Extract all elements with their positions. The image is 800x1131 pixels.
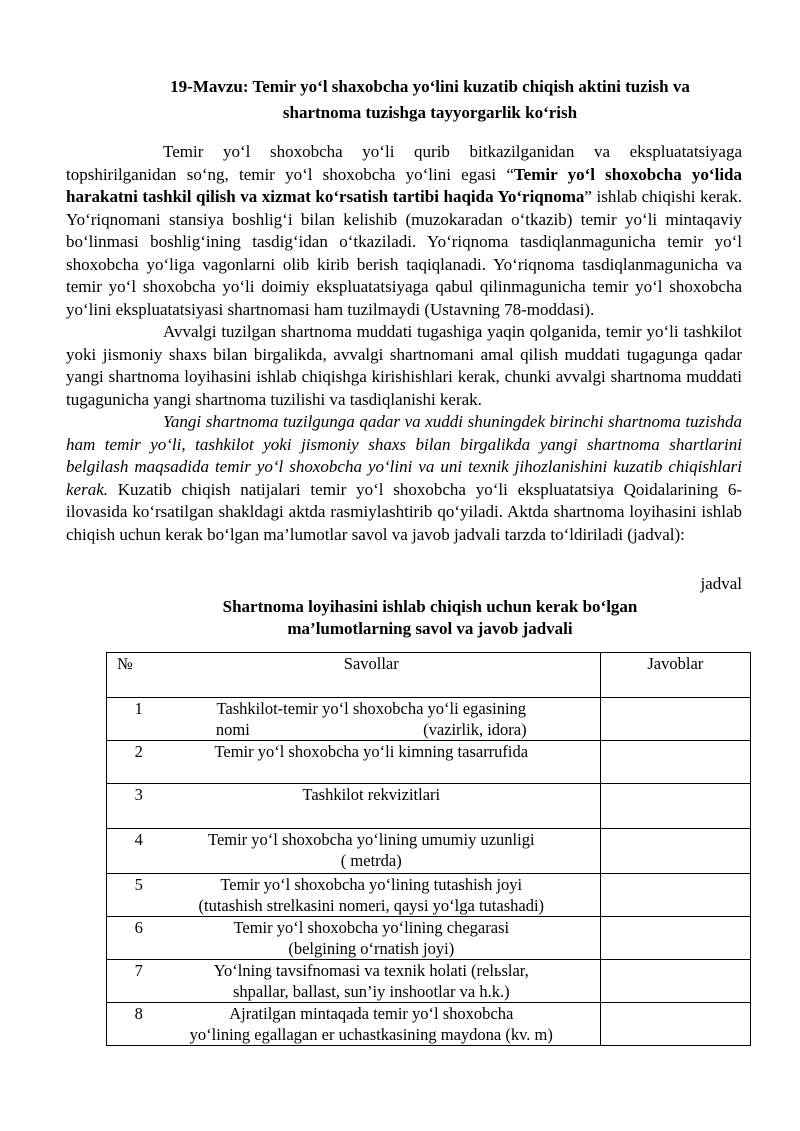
title-line-2: shartnoma tuzishga tayyorgarlik ko‘rish [282,103,578,122]
row-number: 8 [107,1003,143,1046]
row-answer[interactable] [600,874,750,917]
question-line-1: Tashkilot rekvizitlari [302,785,441,804]
row-question [143,784,600,829]
table-title [120,596,740,640]
table-row [107,698,751,741]
table-row [107,1003,751,1046]
table-row [107,917,751,960]
row-answer[interactable] [600,829,750,874]
question-line-1: Yo‘lning tavsifnomasi va texnik holati (relьslar, [213,961,529,980]
question-answer-table [106,652,751,1046]
paragraph-1 [66,141,742,321]
table-row [107,960,751,1003]
question-line-2: (tutashish strelkasini nomeri, qaysi yo‘lga tutashadi) [198,896,545,915]
row-question [143,698,600,741]
body-text [66,141,742,546]
row-question [143,1003,600,1046]
row-question [143,917,600,960]
paragraph-1-end: ” ishlab chiqishi kerak. Yo‘riqnomani stansiya boshlig‘i bilan kelishib (muzokaradan o‘tkazib) temir yo‘li mintaqaviy bo‘linmasi boshlig‘ining tasdig‘idan o‘tkaziladi. Yo‘riqnoma tasdiqlanmagunicha temir yo‘l shoxobcha yo‘liga vagonlarni olib kirib berish taqiqlanadi. Yo‘riqnoma tasdiqlanmagunicha va temir yo‘l shoxobcha yo‘li doimiy ekspluatatsiyaga qabul qilinmagunicha temir yo‘l shoxobcha yo‘lini ekspluatatsiyasi shartnomasi ham tuzilmaydi (Ustavning 78-moddasi). [66,187,742,319]
paragraph-3-rest: Kuzatib chiqish natijalari temir yo‘l shoxobcha yo‘li ekspluatatsiya Qoidalarining 6-ilovasida ko‘rsatilgan shakldagi aktda rasmiylashtirib qo‘yiladi. Aktda shartnoma loyihasini ishlab chiqish uchun kerak bo‘lgan ma’lumotlar savol va javob jadvali tarzda to‘ldiriladi (jadval): [66,479,742,544]
row-number: 2 [107,741,143,784]
question-line-1: Temir yo‘l shoxobcha yo‘li kimning tasarrufida [214,742,529,761]
table-tag: jadval [700,574,742,593]
row-number: 3 [107,784,143,829]
title-line-1: 19-Mavzu: Temir yo‘l shaxobcha yo‘lini kuzatib chiqish aktini tuzish va [170,77,690,96]
row-question [143,960,600,1003]
table-row [107,874,751,917]
row-number: 1 [107,698,143,741]
page-title [120,74,740,126]
paragraph-1-bold: Temir yo‘l shoxobcha yo‘lida harakatni tashkil qilish va xizmat ko‘rsatish tartibi haqida Yo‘riqnoma [66,164,742,206]
row-answer[interactable] [600,741,750,784]
question-line-1: Temir yo‘l shoxobcha yo‘lining chegarasi [233,918,510,937]
question-line-2: shpallar, ballast, sun’iy inshootlar va h.k.) [232,982,510,1001]
row-answer[interactable] [600,1003,750,1046]
question-line-1: Temir yo‘l shoxobcha yo‘lining umumiy uzunligi [208,830,535,849]
row-answer[interactable] [600,784,750,829]
row-number: 7 [107,960,143,1003]
row-question [143,741,600,784]
table-row [107,741,751,784]
row-answer[interactable] [600,698,750,741]
row-number: 5 [107,874,143,917]
table-title-line-1: Shartnoma loyihasini ishlab chiqish uchun kerak bo‘lgan [222,597,638,616]
header-number: № [107,653,143,698]
table-row [107,784,751,829]
question-line-1: Tashkilot-temir yo‘l shoxobcha yo‘li egasining [216,699,527,718]
paragraph-3 [66,411,742,546]
paragraph-3-italic: Yangi shartnoma tuzilgunga qadar va xuddi shuningdek birinchi shartnoma tuzishda ham temir yo‘li, tashkilot yoki jismoniy shaxs bilan birgalikda yangi shartnoma shartlarini belgilash maqsadida temir yo‘l shoxobcha yo‘lini va uni texnik jihozlanishini kuzatib chiqishlari kerak. [66,412,742,499]
row-question [143,829,600,874]
paragraph-2: Avvalgi tuzilgan shartnoma muddati tugashiga yaqin qolganida, temir yo‘li tashkilot yoki jismoniy shaxs bilan birgalikda, avvalgi shartnomani amal qilish muddati tugagunga qadar yangi shartnoma loyihasini ishlab chiqishga kirishishlari kerak, chunki avvalgi shartnoma muddati tugagunicha yangi shartnoma tuzilishi va tasdiqlanishi kerak. [66,322,742,409]
question-line-1: Ajratilgan mintaqada temir yo‘l shoxobcha [229,1004,514,1023]
row-question [143,874,600,917]
question-line-2: (belgining o‘rnatish joyi) [288,939,455,958]
table-title-line-2: ma’lumotlarning savol va javob jadvali [287,619,573,638]
question-line-2: nomi (vazirlik, idora) [215,720,527,739]
paragraph-1-start: Temir yo‘l shoxobcha yo‘li qurib bitkazilganidan va ekspluatatsiyaga topshirilganidan so‘ng, temir yo‘l shoxobcha yo‘lini egasi “ [66,142,742,184]
question-line-1: Temir yo‘l shoxobcha yo‘lining tutashish joyi [220,875,523,894]
header-answers: Javoblar [600,653,750,698]
question-line-2: ( metrda) [340,851,402,870]
table-header-row [107,653,751,698]
row-answer[interactable] [600,917,750,960]
row-number: 4 [107,829,143,874]
row-answer[interactable] [600,960,750,1003]
row-number: 6 [107,917,143,960]
header-questions: Savollar [143,653,600,698]
question-line-2: yo‘lining egallagan er uchastkasining maydona (kv. m) [189,1025,553,1044]
table-row [107,829,751,874]
